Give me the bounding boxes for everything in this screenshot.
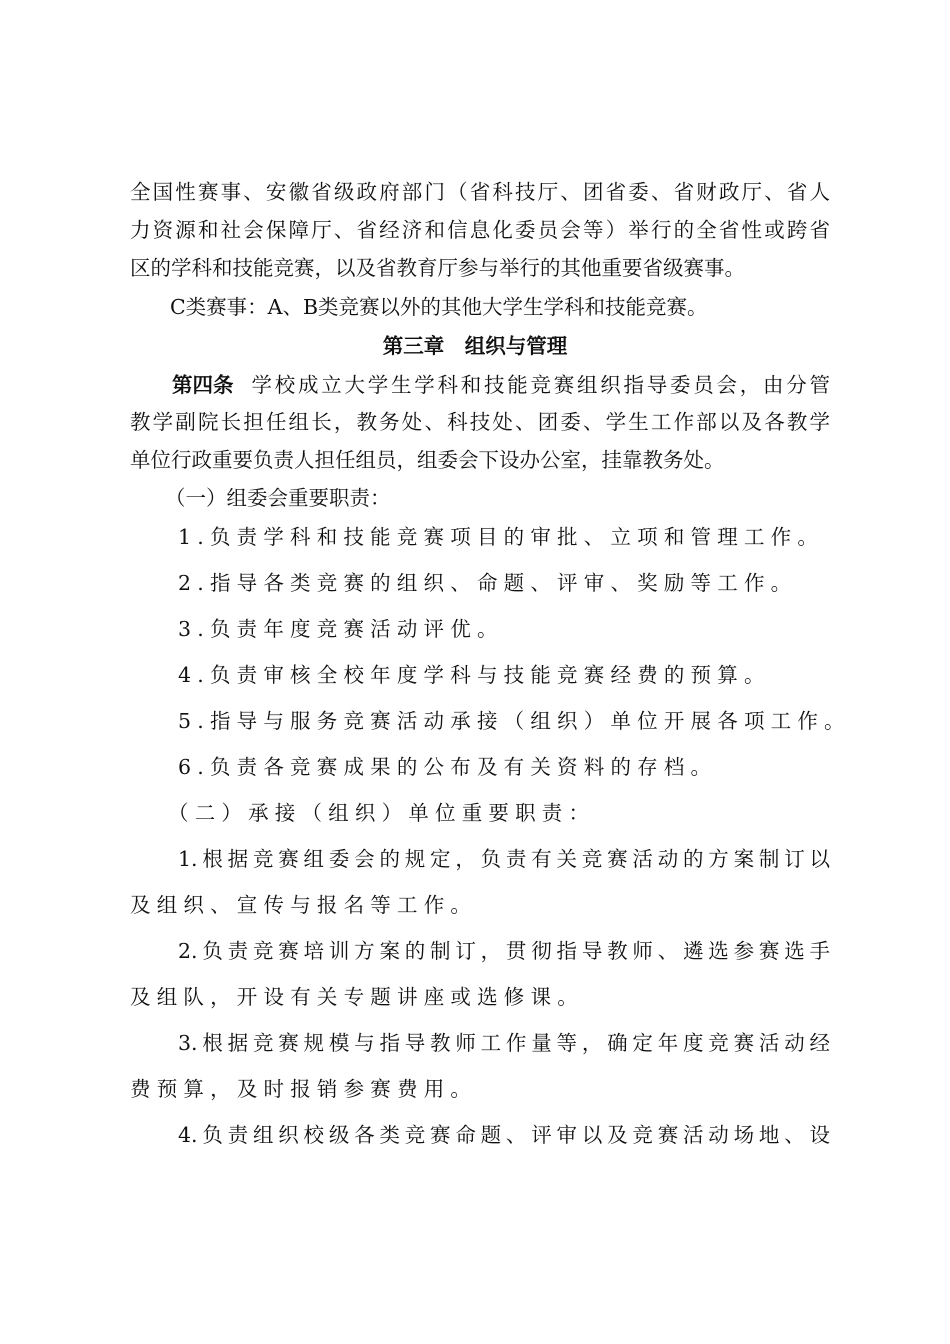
article-4-text: 学校成立大学生学科和技能竞赛组织指导委员会，由分管 bbox=[251, 373, 830, 397]
paragraph-b-line-2: 力资源和社会保障厅、省经济和信息化委员会等）举行的全省性或跨省 bbox=[130, 218, 830, 242]
paragraph-b-line-1: 全国性赛事、安徽省级政府部门（省科技厅、团省委、省财政厅、省人 bbox=[130, 180, 830, 204]
article-4-line-3: 单位行政重要负责人担任组员，组委会下设办公室，挂靠教务处。 bbox=[130, 448, 725, 472]
committee-duties-heading: （一）组委会重要职责： bbox=[165, 486, 391, 510]
article-4-line-2: 教学副院长担任组长，教务处、科技处、团委、学生工作部以及各教学 bbox=[130, 410, 830, 434]
committee-item-6: 6.负责各竞赛成果的公布及有关资料的存档。 bbox=[178, 755, 718, 779]
paragraph-b-line-3: 区的学科和技能竞赛，以及省教育厅参与举行的其他重要省级赛事。 bbox=[130, 256, 745, 280]
chapter-heading: 第三章 组织与管理 bbox=[382, 334, 568, 358]
paragraph-c: C类赛事：A、B类竞赛以外的其他大学生学科和技能竞赛。 bbox=[170, 295, 708, 319]
committee-item-2: 2.指导各类竞赛的组织、命题、评审、奖励等工作。 bbox=[178, 571, 798, 595]
committee-item-1: 1.负责学科和技能竞赛项目的审批、立项和管理工作。 bbox=[178, 525, 825, 549]
units-item-4-line-1: 4.负责组织校级各类竞赛命题、评审以及竞赛活动场地、设 bbox=[178, 1123, 830, 1147]
units-item-3-line-1: 3.根据竞赛规模与指导教师工作量等，确定年度竞赛活动经 bbox=[178, 1031, 830, 1055]
units-item-1-line-1: 1.根据竞赛组委会的规定，负责有关竞赛活动的方案制订以 bbox=[178, 847, 830, 871]
committee-item-3: 3.负责年度竞赛活动评优。 bbox=[178, 617, 504, 641]
committee-item-4: 4.负责审核全校年度学科与技能竞赛经费的预算。 bbox=[178, 663, 771, 687]
units-item-1-line-2: 及组织、宣传与报名等工作。 bbox=[130, 893, 478, 917]
units-item-3-line-2: 费预算，及时报销参赛费用。 bbox=[130, 1077, 478, 1101]
committee-item-5: 5.指导与服务竞赛活动承接（组织）单位开展各项工作。 bbox=[178, 709, 851, 733]
units-item-2-line-2: 及组队，开设有关专题讲座或选修课。 bbox=[130, 985, 584, 1009]
units-item-2-line-1: 2.负责竞赛培训方案的制订，贯彻指导教师、遴选参赛选手 bbox=[178, 939, 830, 963]
article-4-label: 第四条 bbox=[172, 373, 234, 397]
article-4-line-1 bbox=[172, 373, 830, 397]
units-duties-heading: （二）承接（组织）单位重要职责： bbox=[168, 801, 596, 825]
